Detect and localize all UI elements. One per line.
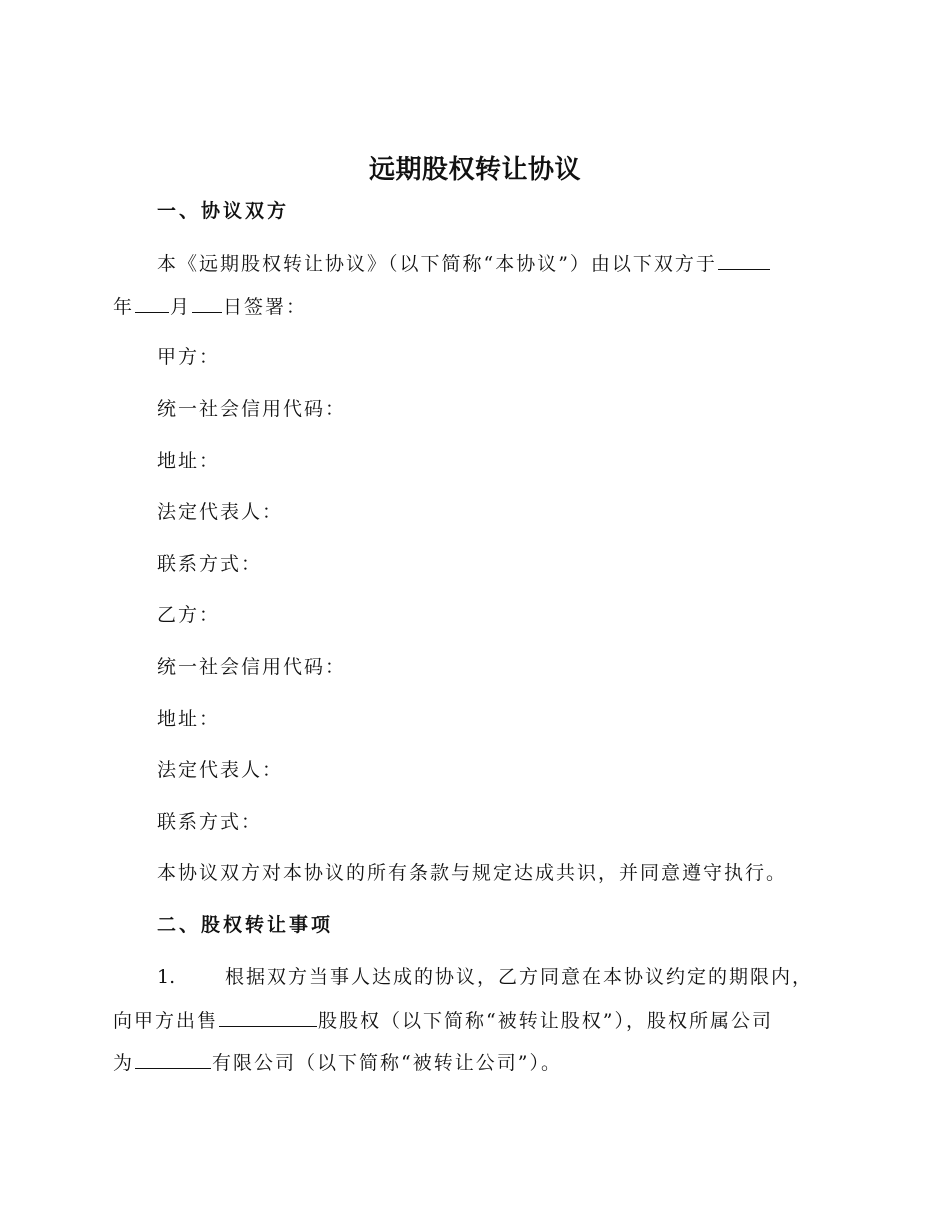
day-blank [192,292,222,313]
item1-text-line2a: 向甲方出售 [113,1010,219,1032]
party-a-label: 甲方： [157,346,221,368]
day-label: 日签署： [223,296,308,318]
intro-text: 本《远期股权转让协议》（以下简称“本协议”）由以下双方于 [157,253,717,275]
item1-text-line1: 根据双方当事人达成的协议，乙方同意在本协议约定的期限内， [225,966,814,988]
item1-text-line3a: 为 [113,1052,135,1074]
intro-paragraph-line2 [113,292,307,321]
item1-line3 [113,1048,562,1077]
item1-text-line2b: 股股权（以下简称“被转让股权”），股权所属公司 [318,1010,773,1032]
year-label: 年 [113,296,135,318]
consensus-statement: 本协议双方对本协议的所有条款与规定达成共识，并同意遵守执行。 [157,862,788,884]
item1-line1 [157,963,813,991]
section-heading-parties: 一、协议双方 [157,200,290,222]
month-blank [135,292,169,313]
company-name-blank [135,1048,211,1069]
party-b-address: 地址： [157,708,221,730]
share-amount-blank [219,1006,317,1027]
party-b-label: 乙方： [157,604,221,626]
party-a-credit-code: 统一社会信用代码： [157,398,347,420]
section-heading-transfer: 二、股权转让事项 [157,914,334,936]
party-b-legal-rep: 法定代表人： [157,759,284,781]
party-a-contact: 联系方式： [157,553,263,575]
party-b-credit-code: 统一社会信用代码： [157,656,347,678]
month-label: 月 [170,296,192,318]
party-a-address: 地址： [157,450,221,472]
item1-text-line3b: 有限公司（以下简称“被转让公司”）。 [212,1052,562,1074]
item1-line2 [113,1006,773,1035]
party-a-legal-rep: 法定代表人： [157,501,284,523]
party-b-contact: 联系方式： [157,811,263,833]
document-title: 远期股权转让协议 [368,155,581,185]
item1-number: 1. [157,966,176,988]
year-blank [718,249,770,270]
intro-paragraph-line1 [157,249,771,278]
